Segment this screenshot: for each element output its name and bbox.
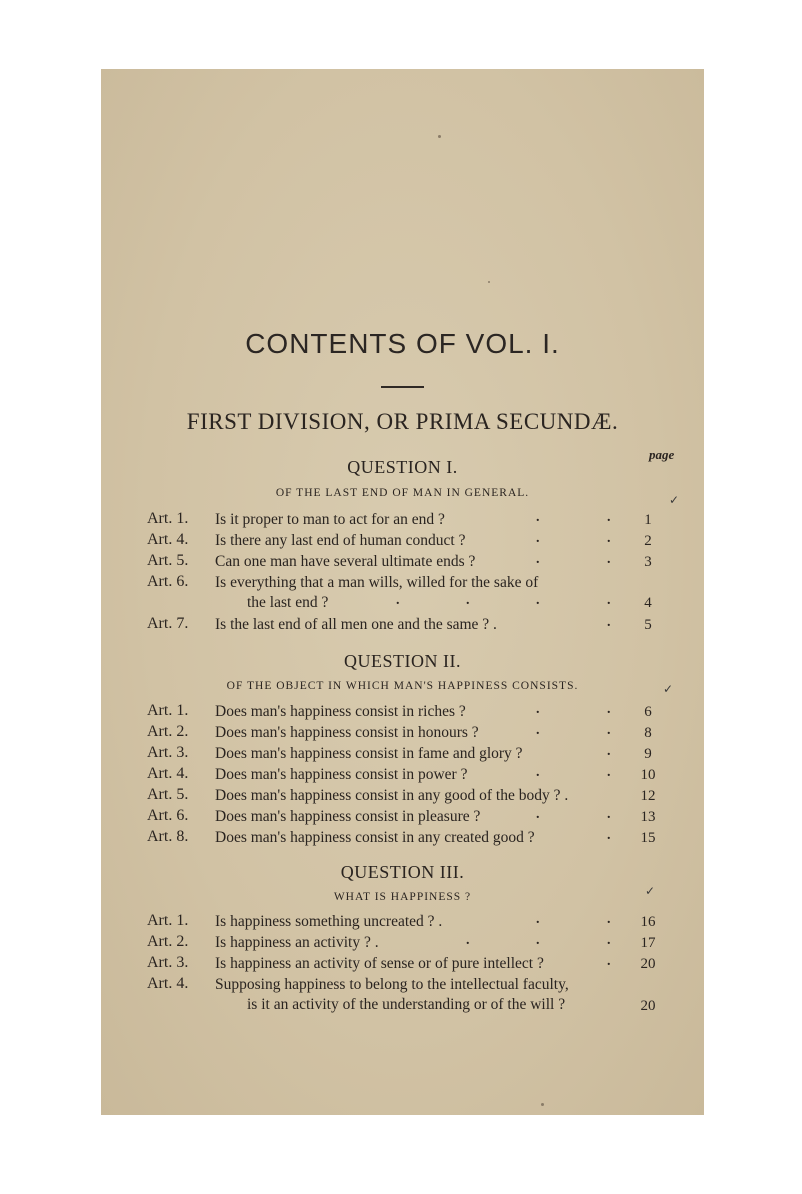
leader-dot: . — [607, 807, 611, 822]
margin-check-mark: ✓ — [645, 884, 656, 898]
leader-dot: . — [607, 912, 611, 927]
entry-text: Does man's happiness consist in honours ? — [215, 724, 479, 741]
page-number: 17 — [640, 935, 656, 951]
leader-dot: . — [466, 593, 470, 608]
margin-check-mark: ✓ — [663, 682, 674, 696]
entry-text: Does man's happiness consist in any created good ? — [215, 829, 535, 846]
entry-text: Is happiness an activity of sense or of pure intellect ? — [215, 955, 544, 972]
entry-text: Does man's happiness consist in riches ? — [215, 703, 466, 720]
page-number: 1 — [644, 512, 652, 528]
article-label: Art. 4. — [147, 975, 189, 992]
page-number: 2 — [644, 533, 652, 549]
article-label: Art. 5. — [147, 552, 189, 569]
leader-dot: . — [536, 510, 540, 525]
page-number: 20 — [640, 956, 656, 972]
leader-dot: . — [607, 615, 611, 630]
question-title: QUESTION I. — [347, 457, 458, 477]
question-subtitle: OF THE LAST END OF MAN IN GENERAL. — [275, 487, 530, 499]
article-label: Art. 6. — [147, 573, 189, 590]
entry-text: Supposing happiness to belong to the intellectual faculty, — [215, 976, 569, 993]
page-number: 16 — [640, 914, 656, 930]
leader-dot: . — [536, 593, 540, 608]
leader-dot: . — [536, 933, 540, 948]
entry-text: Does man's happiness consist in power ? — [215, 766, 468, 783]
title-divider — [381, 386, 424, 388]
leader-dot: . — [607, 552, 611, 567]
leader-dot: . — [536, 552, 540, 567]
contents-title: CONTENTS OF VOL. I. — [245, 328, 560, 359]
entry-text-continued: is it an activity of the understanding or of the will ? — [247, 996, 566, 1013]
leader-dot: . — [607, 723, 611, 738]
page-number: 13 — [640, 809, 656, 825]
leader-dot: . — [607, 531, 611, 546]
article-label: Art. 5. — [147, 786, 189, 803]
article-label: Art. 7. — [147, 615, 189, 632]
division-heading: FIRST DIVISION, OR PRIMA SECUNDÆ. — [186, 409, 619, 434]
page-number: 6 — [644, 704, 652, 720]
article-label: Art. 1. — [147, 510, 189, 527]
leader-dot: . — [536, 765, 540, 780]
page-number: 20 — [640, 998, 656, 1014]
leader-dot: . — [607, 702, 611, 717]
page-number: 4 — [644, 595, 652, 611]
book-page — [101, 69, 704, 1115]
margin-check-mark: ✓ — [669, 493, 680, 507]
entry-text-continued: the last end ? — [247, 594, 329, 611]
entry-text: Is there any last end of human conduct ? — [215, 532, 466, 549]
page-number: 9 — [644, 746, 652, 762]
leader-dot: . — [396, 593, 400, 608]
leader-dot: . — [536, 807, 540, 822]
question-title: QUESTION III. — [340, 862, 465, 882]
leader-dot: . — [536, 531, 540, 546]
page-number: 8 — [644, 725, 652, 741]
entry-text: Is it proper to man to act for an end ? — [215, 511, 445, 528]
article-label: Art. 1. — [147, 912, 189, 929]
entry-text: Does man's happiness consist in pleasure ? — [215, 808, 481, 825]
article-label: Art. 3. — [147, 744, 189, 761]
leader-dot: . — [536, 912, 540, 927]
entry-text: Does man's happiness consist in fame and glory ? — [215, 745, 523, 762]
leader-dot: . — [536, 723, 540, 738]
leader-dot: . — [607, 593, 611, 608]
leader-dot: . — [607, 765, 611, 780]
question-title: QUESTION II. — [344, 651, 461, 671]
entry-text: Is everything that a man wills, willed for the sake of — [215, 574, 539, 591]
leader-dot: . — [466, 933, 470, 948]
entry-text: Does man's happiness consist in any good of the body ? . — [215, 787, 569, 804]
page-column-label: page — [649, 447, 675, 462]
article-label: Art. 6. — [147, 807, 189, 824]
article-label: Art. 2. — [147, 723, 189, 740]
entry-text: Is happiness an activity ? . — [215, 934, 379, 951]
article-label: Art. 8. — [147, 828, 189, 845]
question-subtitle: WHAT IS HAPPINESS ? — [333, 891, 472, 903]
entry-text: Is the last end of all men one and the same ? . — [215, 616, 497, 633]
leader-dot: . — [607, 828, 611, 843]
leader-dot: . — [607, 744, 611, 759]
page-number: 10 — [640, 767, 656, 783]
page-number: 3 — [644, 554, 652, 570]
article-label: Art. 4. — [147, 765, 189, 782]
article-label: Art. 4. — [147, 531, 189, 548]
article-label: Art. 2. — [147, 933, 189, 950]
paper-speck — [488, 281, 490, 283]
leader-dot: . — [607, 933, 611, 948]
article-label: Art. 3. — [147, 954, 189, 971]
page-number: 15 — [640, 830, 656, 846]
leader-dot: . — [536, 702, 540, 717]
paper-speck — [438, 135, 441, 138]
leader-dot: . — [607, 954, 611, 969]
article-label: Art. 1. — [147, 702, 189, 719]
paper-speck — [541, 1103, 544, 1106]
entry-text: Can one man have several ultimate ends ? — [215, 553, 476, 570]
entry-text: Is happiness something uncreated ? . — [215, 913, 443, 930]
page-number: 12 — [640, 788, 656, 804]
question-subtitle: OF THE OBJECT IN WHICH MAN'S HAPPINESS CONSISTS. — [226, 680, 579, 692]
leader-dot: . — [607, 510, 611, 525]
page-number: 5 — [644, 617, 652, 633]
